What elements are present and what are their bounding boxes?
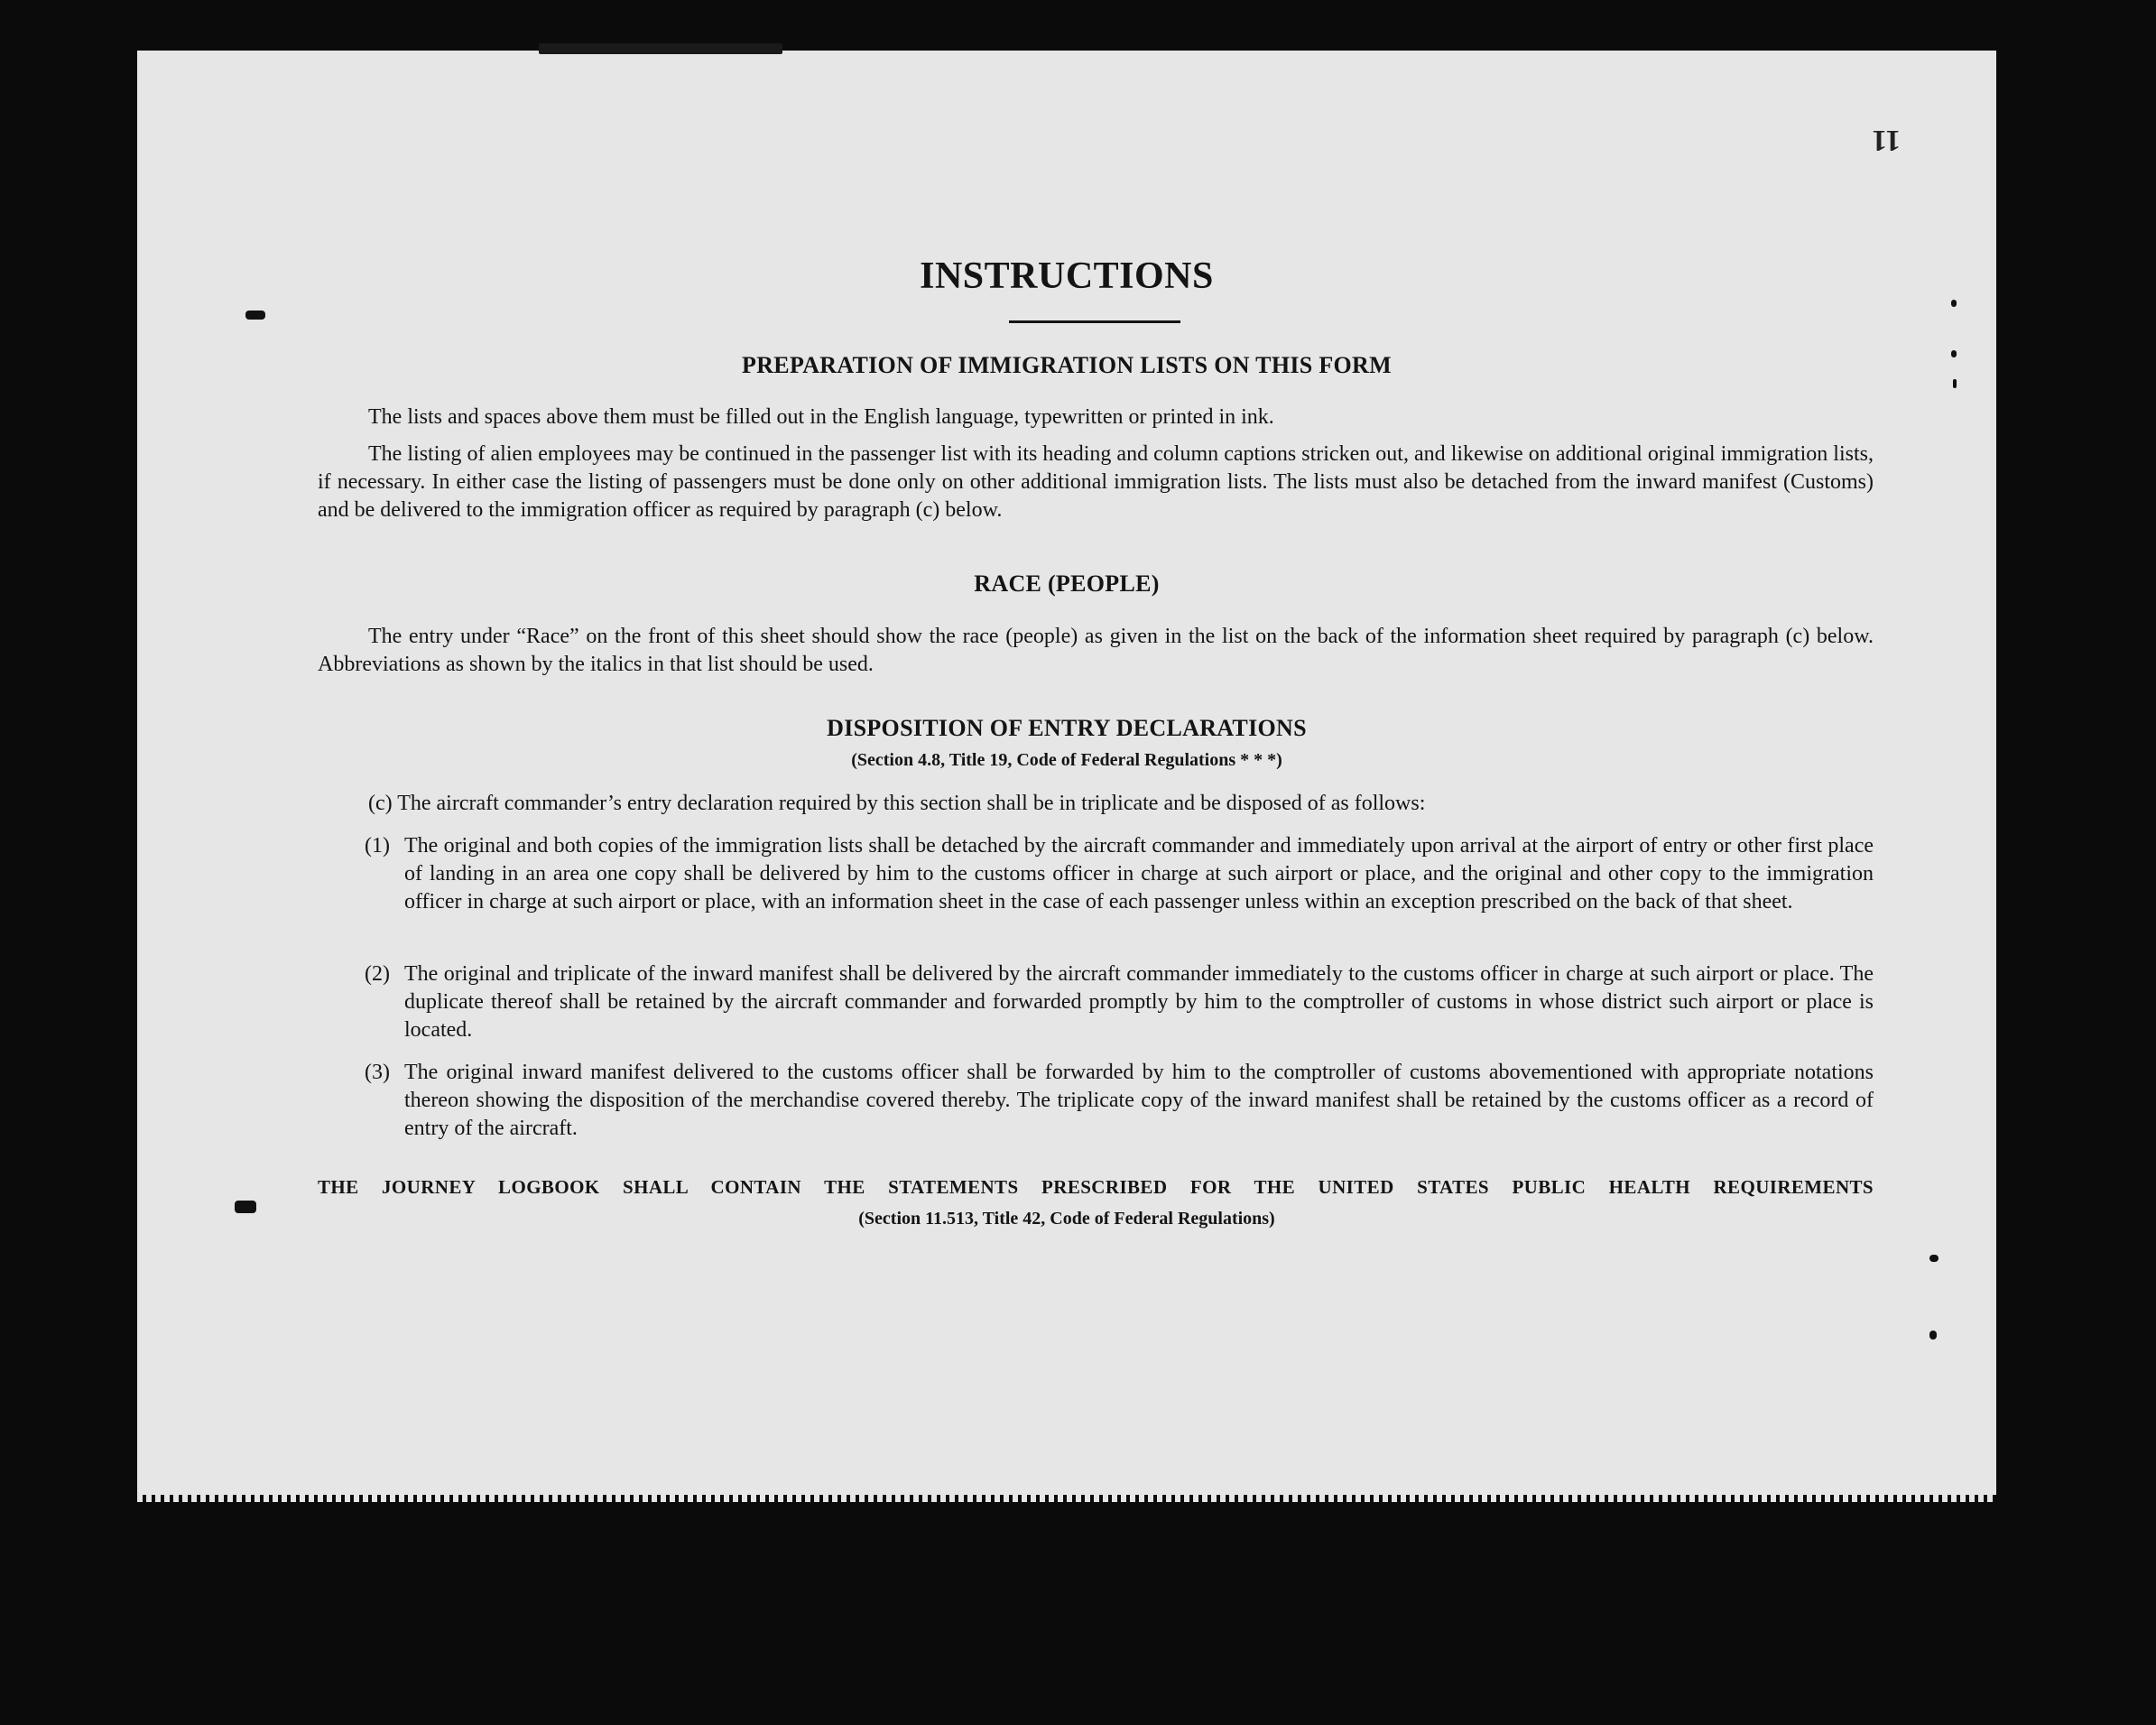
paragraph-alien-employees: The listing of alien employees may be continued in the passenger list with its heading and column captions stricken out, and likewise on additional original immigration lists, if necessary. In either case the listing of passengers must be done only on other additional immigration lists. The lists must also be detached from the inward manifest (Customs) and be delivered to the immigration officer as required by paragraph (c) below.	[318, 442, 1874, 522]
paragraph-entry-declaration: (c) The aircraft commander’s entry declaration required by this section shall be in triplicate and be disposed of as follows:	[368, 792, 1426, 815]
title-underline	[1009, 320, 1180, 323]
list-item-text: The original and triplicate of the inward manifest shall be delivered by the aircraft commander immediately to the customs officer in charge at such airport or place. The duplicate thereof shall be retained by the aircraft commander and forwarded promptly by him to the comptroller of customs in whose district such airport or place is located.	[404, 962, 1874, 1042]
list-item	[365, 1059, 1874, 1143]
ink-dot	[1951, 300, 1957, 307]
section-heading-race: RACE (PEOPLE)	[974, 570, 1160, 597]
section-heading-disposition: DISPOSITION OF ENTRY DECLARATIONS	[827, 715, 1307, 741]
list-item	[365, 832, 1874, 916]
form-sheet	[137, 51, 1996, 1497]
list-item-number: (1)	[365, 834, 390, 858]
ink-dot	[1953, 379, 1957, 388]
perforated-edge	[137, 1495, 1996, 1502]
section-citation: (Section 4.8, Title 19, Code of Federal Regulations * * *)	[851, 750, 1282, 770]
ink-dot	[1929, 1255, 1939, 1262]
page-number: 11	[1871, 124, 1901, 157]
public-health-statement: THE JOURNEY LOGBOOK SHALL CONTAIN THE STATEMENTS PRESCRIBED FOR THE UNITED STATES PUBLIC HEALTH REQUIREMENTS	[318, 1176, 1874, 1198]
paragraph-language: The lists and spaces above them must be filled out in the English language, typewritten or printed in ink.	[368, 405, 1274, 429]
list-item-number: (3)	[365, 1061, 390, 1084]
ink-dot	[1929, 1331, 1937, 1340]
list-item-text: The original and both copies of the immigration lists shall be detached by the aircraft commander and immediately upon arrival at the airport of entry or other first place of landing in an area one copy shall be delivered by him to the customs officer in charge at such airport or place, and the original and other copy to the immigration officer in charge at such airport or place, with an information sheet in the case of each passenger unless within an exception prescribed on the back of that sheet.	[404, 834, 1874, 914]
paragraph-race-entry: The entry under “Race” on the front of this sheet should show the race (people) as given in the list on the back of the information sheet required by paragraph (c) below. Abbreviations as shown by the italics in that list should be used.	[318, 625, 1874, 676]
ink-blot	[245, 311, 265, 320]
public-health-citation: (Section 11.513, Title 42, Code of Federal Regulations)	[858, 1209, 1275, 1229]
ink-dot	[1951, 350, 1957, 357]
bleed-through-text	[570, 96, 1906, 339]
list-item-number: (2)	[365, 962, 390, 986]
list-item-text: The original inward manifest delivered to the customs officer shall be forwarded by him to the comptroller of customs abovementioned with appropriate notations thereon showing the disposition of the merchandise covered thereby. The triplicate copy of the inward manifest shall be retained by the customs officer as a record of entry of the aircraft.	[404, 1061, 1874, 1140]
section-heading-preparation: PREPARATION OF IMMIGRATION LISTS ON THIS FORM	[742, 352, 1392, 378]
ink-blot	[235, 1201, 256, 1213]
list-item	[365, 960, 1874, 1044]
page-title: INSTRUCTIONS	[920, 255, 1214, 297]
tape-mark	[539, 43, 782, 54]
